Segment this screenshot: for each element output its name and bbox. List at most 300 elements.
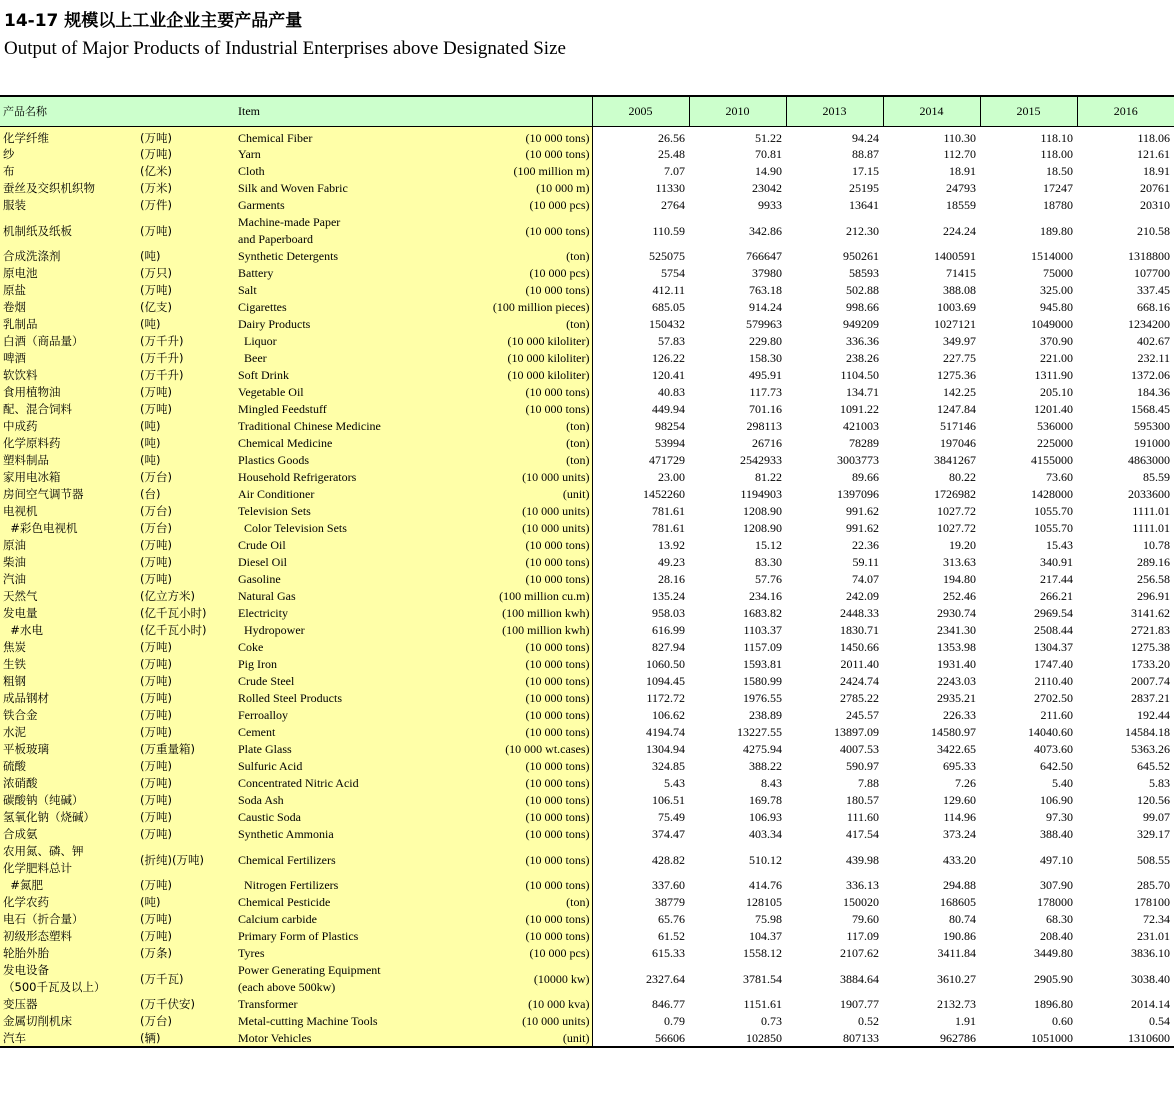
value-cell: 184.36 [1137,385,1170,399]
value-cell: 2837.21 [1131,691,1170,705]
value-cell: 962786 [883,1030,980,1047]
product-name-cn: 汽车 [0,1030,140,1047]
header-item: Item [236,96,592,126]
product-name-en: Metal-cutting Machine Tools [236,1013,389,1030]
value-cell: 1931.40 [937,657,976,671]
value-cell: 72.34 [1143,912,1170,926]
value-cell: 24793 [946,181,976,195]
table-row [0,1030,1174,1047]
table-row [0,146,1174,163]
value-cell: 285.70 [1137,878,1170,892]
value-cell: 57.83 [658,334,685,348]
value-cell: 4007.53 [840,742,879,756]
value-cell: 2007.74 [1131,674,1170,688]
value-cell: 1304.37 [1034,640,1073,654]
value-cell: 701.16 [749,402,782,416]
value-cell: 238.26 [846,351,879,365]
value-cell: 642.50 [1040,759,1073,773]
product-name-cn: 中成药 [0,418,140,435]
value-cell: 114.96 [943,810,976,824]
value-cell: 7.88 [858,776,879,790]
unit-en: (10 000 tons) [389,877,592,894]
unit-cn: (吨) [140,418,236,435]
value-cell: 374.47 [652,827,685,841]
value-cell: 120.41 [652,368,685,382]
value-cell: 1311.90 [1034,368,1073,382]
value-cell: 2110.40 [1034,674,1073,688]
value-cell: 998.66 [846,300,879,314]
product-name-cn: #水电 [0,622,140,639]
value-cell: 1208.90 [743,521,782,535]
value-cell: 2424.74 [840,674,879,688]
product-name-en: Hydropower [236,622,389,639]
unit-en: (ton) [389,435,592,452]
table-row [0,996,1174,1013]
value-cell: 3038.40 [1131,971,1170,986]
value-cell: 118.00 [1040,147,1073,161]
value-cell: 37980 [752,266,782,280]
value-cell: 3610.27 [937,971,976,986]
unit-cn: (万吨) [140,571,236,588]
table-row [0,707,1174,724]
product-name-en: Diesel Oil [236,554,389,571]
value-cell: 471729 [649,453,685,467]
value-cell: 78289 [849,436,879,450]
value-cell: 256.58 [1137,572,1170,586]
product-name-en: Electricity [236,605,389,622]
value-cell: 150432 [649,317,685,331]
value-cell: 766647 [746,249,782,263]
value-cell: 403.34 [749,827,782,841]
unit-cn: (吨) [140,452,236,469]
header-product-name-cn: 产品名称 [0,96,236,126]
product-name-en: Synthetic Ammonia [236,826,389,843]
product-name-en: Plastics Goods [236,452,389,469]
table-row [0,690,1174,707]
product-name-cn: 碳酸钠（纯碱） [0,792,140,809]
value-cell: 142.25 [943,385,976,399]
unit-en: (10 000 tons) [389,656,592,673]
value-cell: 1896.80 [1034,997,1073,1011]
table-row [0,248,1174,265]
value-cell: 135.24 [652,589,685,603]
unit-cn: (万吨) [140,673,236,690]
value-cell: 81.22 [755,470,782,484]
value-cell: 439.98 [846,852,879,867]
product-name-cn: 生铁 [0,656,140,673]
unit-cn: (万吨) [140,911,236,928]
unit-en: (10 000 units) [389,1013,592,1030]
product-name-cn: 水泥 [0,724,140,741]
value-cell: 18559 [946,198,976,212]
product-name-cn: 合成氨 [0,826,140,843]
value-cell: 2721.83 [1131,623,1170,637]
value-cell: 75000 [1043,266,1073,280]
product-name-en: Pig Iron [236,656,389,673]
product-name-en: Machine-made Paper and Paperboard [236,214,389,248]
value-cell: 128105 [746,895,782,909]
product-name-cn: 电视机 [0,503,140,520]
value-cell: 1558.12 [743,946,782,960]
unit-cn: (万千升) [140,367,236,384]
value-cell: 1194903 [740,487,782,501]
value-cell: 68.30 [1046,912,1073,926]
value-cell: 94.24 [852,130,879,145]
table-row [0,622,1174,639]
unit-en: (10 000 tons) [389,826,592,843]
value-cell: 1514000 [1031,249,1073,263]
value-cell: 121.61 [1137,147,1170,161]
value-cell: 231.01 [1137,929,1170,943]
value-cell: 949209 [843,317,879,331]
value-cell: 388.08 [943,283,976,297]
product-name-en: Cigarettes [236,299,389,316]
value-cell: 1580.99 [743,674,782,688]
unit-en: (10 000 m) [389,180,592,197]
value-cell: 11330 [655,181,685,195]
value-cell: 1157.09 [743,640,782,654]
product-name-en: Transformer [236,996,389,1013]
value-cell: 1055.70 [1034,504,1073,518]
unit-en: (10 000 tons) [389,911,592,928]
value-cell: 502.88 [846,283,879,297]
value-cell: 17.15 [852,164,879,178]
product-name-cn: 粗钢 [0,673,140,690]
value-cell: 428.82 [652,852,685,867]
value-cell: 296.91 [1137,589,1170,603]
table-row [0,282,1174,299]
product-name-cn: 乳制品 [0,316,140,333]
value-cell: 958.03 [652,606,685,620]
unit-en: (10 000 tons) [389,928,592,945]
value-cell: 120.56 [1137,793,1170,807]
unit-en: (10 000 pcs) [389,197,592,214]
table-row [0,792,1174,809]
value-cell: 525075 [649,249,685,263]
value-cell: 40.83 [658,385,685,399]
product-name-cn: 成品钢材 [0,690,140,707]
value-cell: 2542933 [740,453,782,467]
value-cell: 1304.94 [646,742,685,756]
value-cell: 65.76 [658,912,685,926]
value-cell: 1027.72 [937,504,976,518]
table-row [0,758,1174,775]
value-cell: 2702.50 [1034,691,1073,705]
product-name-en: Crude Oil [236,537,389,554]
value-cell: 1151.61 [743,997,782,1011]
product-name-en: Primary Form of Plastics [236,928,389,945]
unit-cn: (万吨) [140,554,236,571]
product-name-cn: 农用氮、磷、钾 化学肥料总计 [0,843,140,877]
value-cell: 58593 [849,266,879,280]
product-name-en: Silk and Woven Fabric [236,180,389,197]
unit-en: (10 000 tons) [389,639,592,656]
table-row [0,435,1174,452]
value-cell: 2011.40 [840,657,879,671]
value-cell: 781.61 [652,504,685,518]
value-cell: 106.51 [652,793,685,807]
value-cell: 194.80 [943,572,976,586]
value-cell: 1104.50 [840,368,879,382]
value-cell: 15.12 [755,538,782,552]
product-name-en: Beer [236,350,389,367]
value-cell: 13.92 [658,538,685,552]
product-name-cn: 蚕丝及交织机织物 [0,180,140,197]
value-cell: 205.10 [1040,385,1073,399]
value-cell: 1027.72 [937,521,976,535]
value-cell: 914.24 [749,300,782,314]
value-cell: 2448.33 [840,606,879,620]
unit-cn: (万吨) [140,775,236,792]
product-name-en: Power Generating Equipment (each above 500kw) [236,962,389,996]
value-cell: 1726982 [934,487,976,501]
unit-en: (10 000 tons) [389,707,592,724]
unit-cn: (万千瓦) [140,962,236,996]
product-name-cn: 卷烟 [0,299,140,316]
table-row [0,333,1174,350]
value-cell: 18780 [1043,198,1073,212]
value-cell: 433.20 [943,852,976,867]
value-cell: 110.59 [652,223,685,238]
value-cell: 150020 [843,895,879,909]
value-cell: 15.43 [1046,538,1073,552]
value-cell: 238.89 [749,708,782,722]
product-name-en: Ferroalloy [236,707,389,724]
value-cell: 325.00 [1040,283,1073,297]
value-cell: 1060.50 [646,657,685,671]
value-cell: 25195 [849,181,879,195]
value-cell: 71415 [946,266,976,280]
value-cell: 1397096 [837,487,879,501]
value-cell: 102850 [689,1030,786,1047]
value-cell: 0.60 [1052,1014,1073,1028]
unit-en: (10 000 tons) [389,214,592,248]
table-title-english: Output of Major Products of Industrial Enterprises above Designated Size [4,38,566,59]
product-name-cn: 柴油 [0,554,140,571]
product-name-en: Plate Glass [236,741,389,758]
header-year: 2014 [883,96,980,126]
unit-cn: (万吨) [140,401,236,418]
table-row [0,911,1174,928]
value-cell: 329.17 [1137,827,1170,841]
value-cell: 126.22 [652,351,685,365]
product-name-cn: 电石（折合量） [0,911,140,928]
unit-cn: (万只) [140,265,236,282]
unit-cn: (万吨) [140,928,236,945]
value-cell: 1733.20 [1131,657,1170,671]
value-cell: 226.33 [943,708,976,722]
value-cell: 189.80 [1040,223,1073,238]
value-cell: 536000 [1037,419,1073,433]
value-cell: 229.80 [749,334,782,348]
value-cell: 107700 [1134,266,1170,280]
unit-cn: (万吨) [140,809,236,826]
value-cell: 324.85 [652,759,685,773]
value-cell: 388.22 [749,759,782,773]
value-cell: 104.37 [749,929,782,943]
value-cell: 3422.65 [937,742,976,756]
product-name-cn: #彩色电视机 [0,520,140,537]
value-cell: 79.60 [852,912,879,926]
table-row [0,316,1174,333]
header-year: 2015 [980,96,1077,126]
value-cell: 2935.21 [937,691,976,705]
unit-cn: (万吨) [140,384,236,401]
value-cell: 5.83 [1149,776,1170,790]
value-cell: 99.07 [1143,810,1170,824]
value-cell: 510.12 [749,852,782,867]
value-cell: 53994 [655,436,685,450]
value-cell: 13641 [849,198,879,212]
table-row [0,180,1174,197]
value-cell: 1027121 [934,317,976,331]
value-cell: 1683.82 [743,606,782,620]
value-cell: 266.21 [1040,589,1073,603]
value-cell: 59.11 [852,555,879,569]
table-row [0,1013,1174,1030]
unit-cn: (万吨) [140,690,236,707]
value-cell: 9933 [758,198,782,212]
value-cell: 242.09 [846,589,879,603]
product-name-cn: 化学纤维 [0,126,140,146]
value-cell: 18.50 [1046,164,1073,178]
value-cell: 22.36 [852,538,879,552]
value-cell: 2508.44 [1034,623,1073,637]
value-cell: 8.43 [761,776,782,790]
product-name-cn: 家用电冰箱 [0,469,140,486]
value-cell: 2033600 [1128,487,1170,501]
table-body [0,126,1174,1047]
value-cell: 169.78 [749,793,782,807]
value-cell: 38779 [655,895,685,909]
value-cell: 1.91 [955,1014,976,1028]
unit-cn: (万米) [140,180,236,197]
product-name-en: Rolled Steel Products [236,690,389,707]
product-name-en: Battery [236,265,389,282]
product-name-en: Concentrated Nitric Acid [236,775,389,792]
unit-en: (10 000 tons) [389,571,592,588]
value-cell: 1593.81 [743,657,782,671]
product-name-cn: 硫酸 [0,758,140,775]
value-cell: 373.24 [943,827,976,841]
unit-cn: (万重量箱) [140,741,236,758]
value-cell: 414.76 [749,878,782,892]
value-cell: 2107.62 [840,946,879,960]
value-cell: 210.58 [1137,223,1170,238]
unit-en: (10 000 tons) [389,758,592,775]
value-cell: 595300 [1134,419,1170,433]
value-cell: 14.90 [755,164,782,178]
unit-en: (unit) [389,1030,592,1047]
unit-cn: (万吨) [140,282,236,299]
value-cell: 190.86 [943,929,976,943]
product-name-cn: 轮胎外胎 [0,945,140,962]
unit-cn: (万条) [140,945,236,962]
value-cell: 945.80 [1040,300,1073,314]
product-name-en: Salt [236,282,389,299]
value-cell: 2341.30 [937,623,976,637]
value-cell: 7.26 [955,776,976,790]
value-cell: 61.52 [658,929,685,943]
value-cell: 225000 [1037,436,1073,450]
unit-en: (10 000 tons) [389,724,592,741]
value-cell: 337.45 [1137,283,1170,297]
value-cell: 112.70 [943,147,976,161]
value-cell: 192.44 [1137,708,1170,722]
value-cell: 298113 [746,419,782,433]
table-row [0,656,1174,673]
table-row [0,877,1174,894]
product-name-en: Chemical Fiber [236,126,389,146]
unit-en: (10 000 pcs) [389,945,592,962]
value-cell: 221.00 [1040,351,1073,365]
table-row [0,775,1174,792]
value-cell: 4073.60 [1034,742,1073,756]
value-cell: 645.52 [1137,759,1170,773]
value-cell: 0.54 [1149,1014,1170,1028]
value-cell: 3841267 [934,453,976,467]
value-cell: 388.40 [1040,827,1073,841]
unit-en: (100 million m) [389,163,592,180]
table-row [0,401,1174,418]
value-cell: 3836.10 [1131,946,1170,960]
value-cell: 370.90 [1040,334,1073,348]
product-name-cn: 软饮料 [0,367,140,384]
value-cell: 80.74 [949,912,976,926]
value-cell: 1568.45 [1131,402,1170,416]
value-cell: 2132.73 [937,997,976,1011]
unit-cn: (万台) [140,469,236,486]
unit-en: (10 000 kiloliter) [389,333,592,350]
value-cell: 1172.72 [646,691,685,705]
value-cell: 517146 [940,419,976,433]
unit-cn: (万台) [140,1013,236,1030]
value-cell: 118.10 [1040,130,1073,145]
product-name-cn: 铁合金 [0,707,140,724]
value-cell: 4275.94 [743,742,782,756]
value-cell: 1428000 [1031,487,1073,501]
table-row [0,809,1174,826]
value-cell: 4863000 [1128,453,1170,467]
table-row [0,894,1174,911]
product-name-cn: 原油 [0,537,140,554]
unit-en: (10 000 wt.cases) [389,741,592,758]
value-cell: 211.60 [1040,708,1073,722]
value-cell: 2243.03 [937,674,976,688]
value-cell: 336.13 [846,878,879,892]
product-name-en: Calcium carbide [236,911,389,928]
value-cell: 2764 [661,198,685,212]
unit-cn: (亿千瓦小时) [140,605,236,622]
product-name-cn: 发电量 [0,605,140,622]
unit-en: (100 million cu.m) [389,588,592,605]
value-cell: 1247.84 [937,402,976,416]
product-name-en: Mingled Feedstuff [236,401,389,418]
value-cell: 88.87 [852,147,879,161]
unit-cn: (辆) [140,1030,236,1047]
value-cell: 349.97 [943,334,976,348]
unit-cn: (万吨) [140,537,236,554]
value-cell: 5.40 [1052,776,1073,790]
value-cell: 1275.36 [937,368,976,382]
product-name-en: Traditional Chinese Medicine [236,418,389,435]
value-cell: 197046 [940,436,976,450]
value-cell: 73.60 [1046,470,1073,484]
unit-en: (100 million pieces) [389,299,592,316]
unit-cn: (吨) [140,248,236,265]
value-cell: 340.91 [1040,555,1073,569]
value-cell: 336.36 [846,334,879,348]
